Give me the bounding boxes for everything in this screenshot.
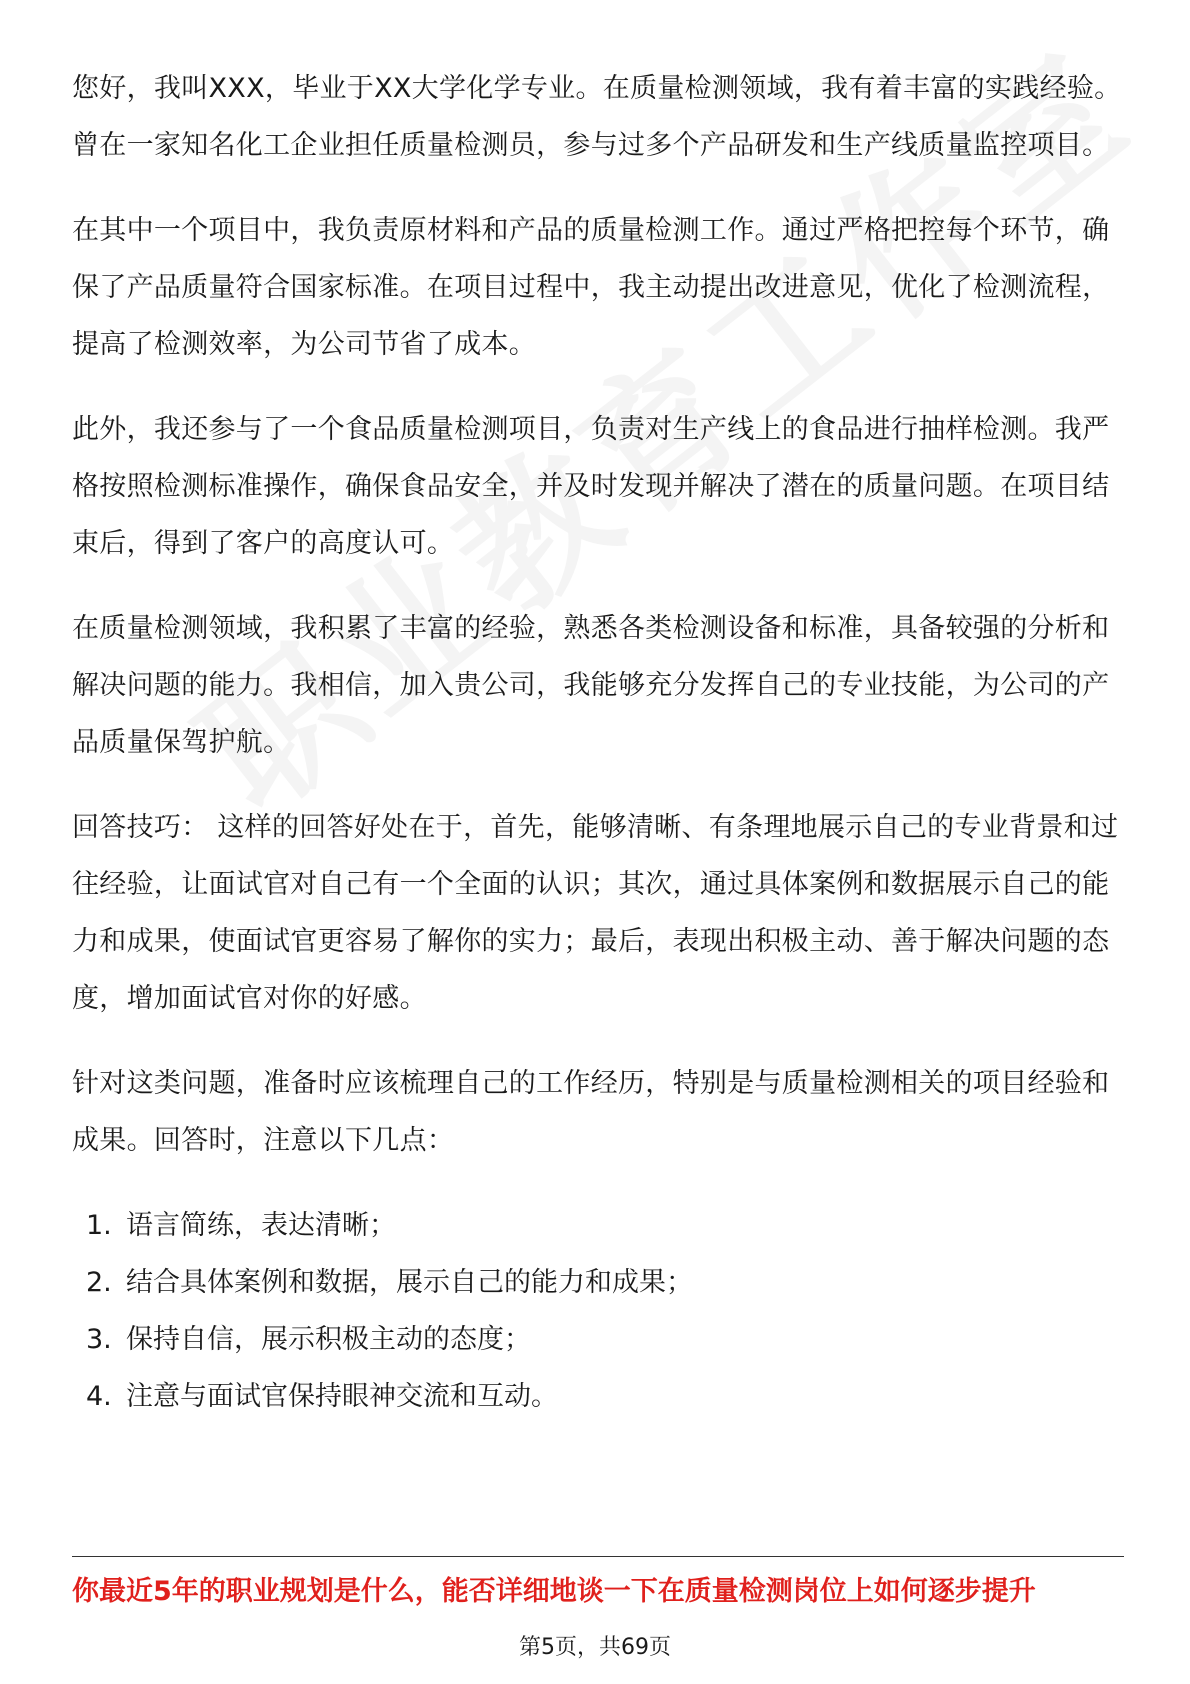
paragraph-project-two: 此外，我还参与了一个食品质量检测项目，负责对生产线上的食品进行抽样检测。我严格按照检测标准操作，确保食品安全，并及时发现并解决了潜在的质量问题。在项目结束后，得到了客户的高度认可。: [72, 414, 1110, 559]
paragraph-answer-tips: 回答技巧： 这样的回答好处在于，首先，能够清晰、有条理地展示自己的专业背景和过往经验，让面试官对自己有一个全面的认识；其次，通过具体案例和数据展示自己的能力和成果，使面试官更容易了解你的实力；最后，表现出积极主动、善于解决问题的态度，增加面试官对你的好感。: [72, 812, 1119, 1014]
paragraph-preparation: 针对这类问题，准备时应该梳理自己的工作经历，特别是与质量检测相关的项目经验和成果。回答时，注意以下几点：: [72, 1068, 1110, 1156]
paragraph-intro: 您好，我叫XXX，毕业于XX大学化学专业。在质量检测领域，我有着丰富的实践经验。曾在一家知名化工企业担任质量检测员，参与过多个产品研发和生产线质量监控项目。: [72, 73, 1122, 161]
list-item: [72, 1197, 1124, 1254]
list-item-text: 注意与面试官保持眼神交流和互动。: [126, 1381, 558, 1412]
list-item: [72, 1311, 1124, 1368]
list-item-number: 4.: [86, 1381, 112, 1412]
next-question-heading: 你最近5年的职业规划是什么，能否详细地谈一下在质量检测岗位上如何逐步提升: [72, 1576, 1036, 1607]
list-item-text: 保持自信，展示积极主动的态度；: [126, 1324, 531, 1355]
answer-body: [72, 60, 1124, 1425]
page-indicator: 第5页，共69页: [519, 1635, 671, 1660]
list-item: [72, 1254, 1124, 1311]
section-divider: [72, 1556, 1124, 1557]
tips-list: [72, 1197, 1124, 1425]
list-item-number: 1.: [86, 1210, 112, 1241]
paragraph-project-one: 在其中一个项目中，我负责原材料和产品的质量检测工作。通过严格把控每个环节，确保了产品质量符合国家标准。在项目过程中，我主动提出改进意见，优化了检测流程，提高了检测效率，为公司节省了成本。: [72, 215, 1110, 360]
list-item-number: 2.: [86, 1267, 112, 1298]
list-item: [72, 1368, 1124, 1425]
list-item-text: 结合具体案例和数据，展示自己的能力和成果；: [126, 1267, 693, 1298]
list-item-text: 语言简练，表达清晰；: [126, 1210, 396, 1241]
list-item-number: 3.: [86, 1324, 112, 1355]
paragraph-summary: 在质量检测领域，我积累了丰富的经验，熟悉各类检测设备和标准，具备较强的分析和解决问题的能力。我相信，加入贵公司，我能够充分发挥自己的专业技能，为公司的产品质量保驾护航。: [72, 613, 1110, 758]
